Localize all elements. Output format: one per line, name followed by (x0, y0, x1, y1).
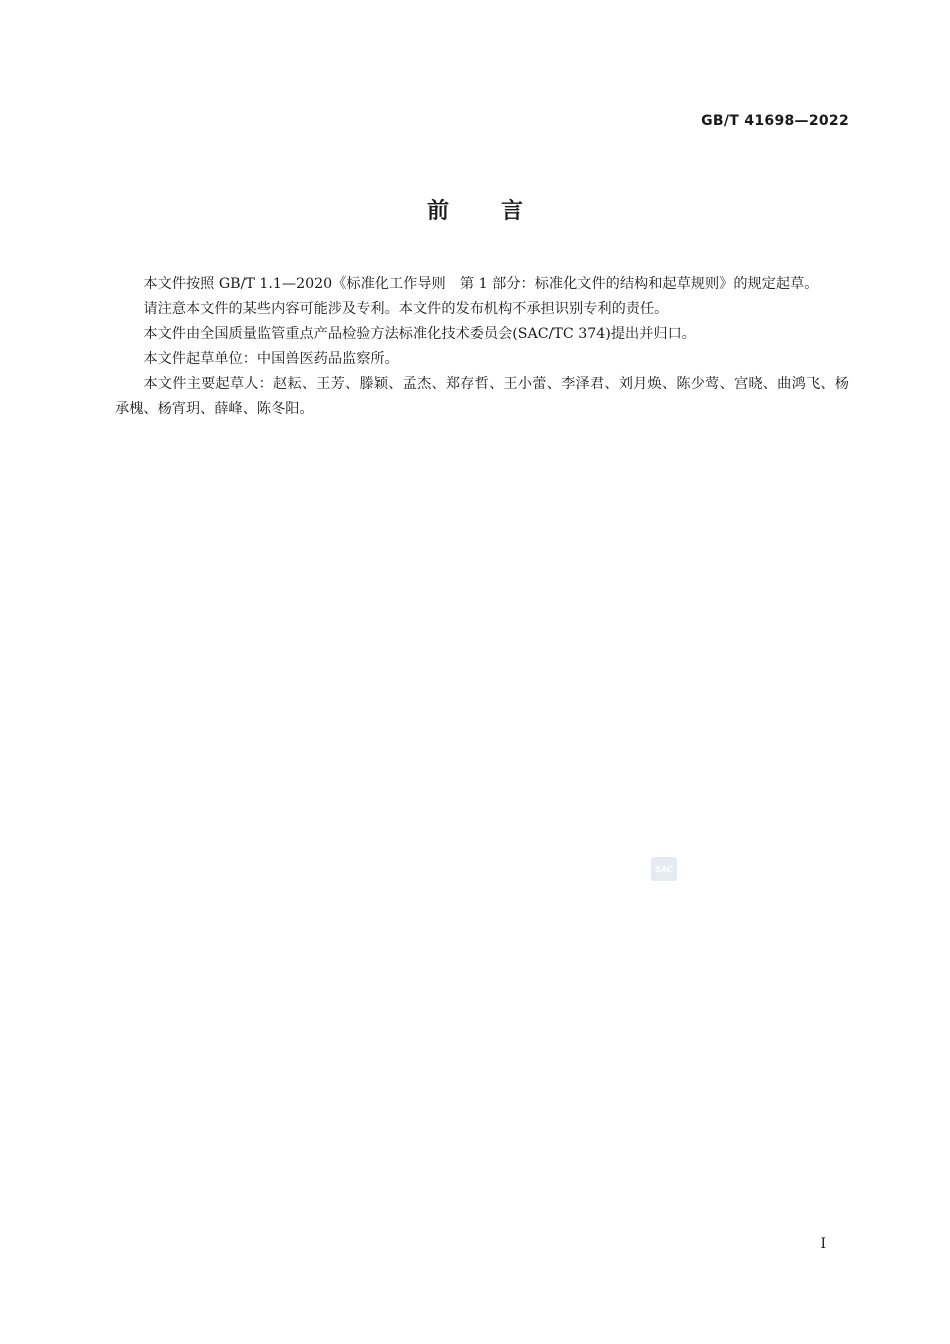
paragraph-drafting-unit: 本文件起草单位：中国兽医药品监察所。 (143, 351, 399, 367)
foreword-body (115, 272, 849, 422)
paragraph-drafting-rules: 本文件按照 GB/T 1.1—2020《标准化工作导则 第 1 部分：标准化文件的结构和起草规则》的规定起草。 (143, 276, 819, 292)
page-title: 前言 (426, 199, 575, 224)
paragraph-main-drafters: 本文件主要起草人：赵耘、王芳、滕颖、孟杰、郑存哲、王小蕾、李泽君、刘月焕、陈少莺、宫晓、曲鸿飞、杨承槐、杨宵玥、薛峰、陈冬阳。 (115, 376, 849, 417)
paragraph-patent-notice: 请注意本文件的某些内容可能涉及专利。本文件的发布机构不承担识别专利的责任。 (143, 301, 669, 317)
sac-watermark-logo: SAC (651, 857, 677, 881)
page-number: I (820, 1236, 826, 1252)
standard-number: GB/T 41698—2022 (701, 113, 849, 129)
paragraph-proposing-committee: 本文件由全国质量监管重点产品检验方法标准化技术委员会(SAC/TC 374)提出并归口。 (143, 326, 696, 342)
